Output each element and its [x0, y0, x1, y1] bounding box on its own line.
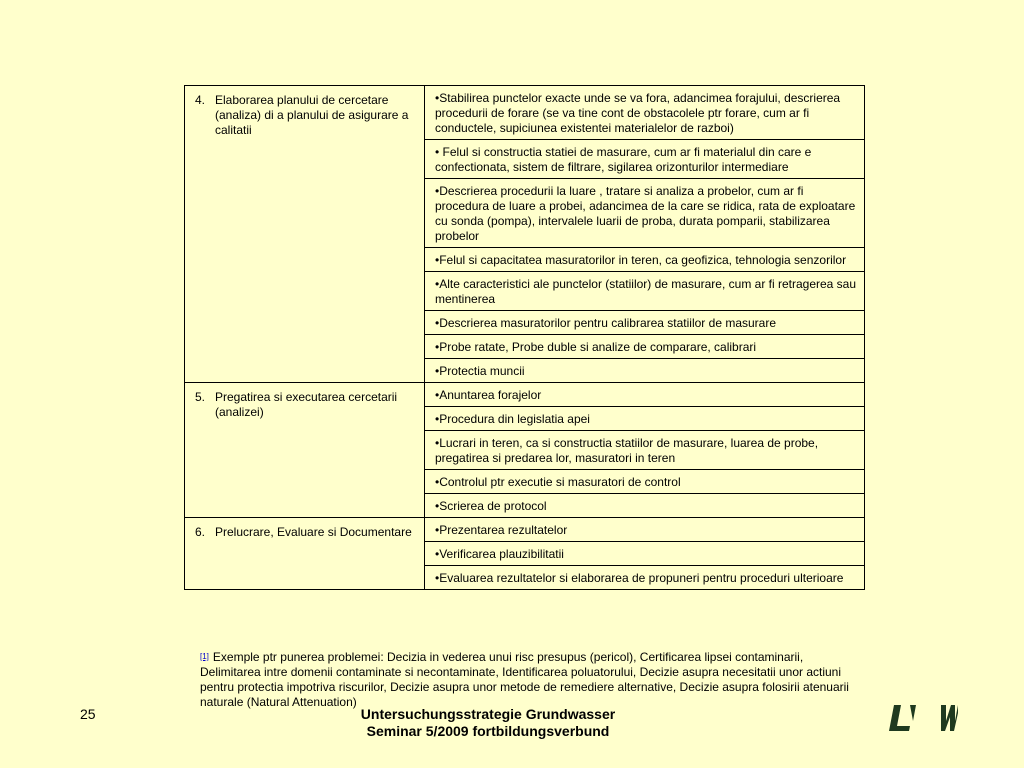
activity-item: •Probe ratate, Probe duble si analize de comparare, calibrari: [425, 335, 865, 359]
table-row: [185, 518, 865, 542]
step-title: Pregatirea si executarea cercetarii (analizei): [215, 390, 398, 419]
footnote: [200, 650, 865, 710]
activity-item: •Felul si capacitatea masuratorilor in teren, ca geofizica, tehnologia senzorilor: [425, 248, 865, 272]
activity-item: •Alte caracteristici ale punctelor (statiilor) de masurare, cum ar fi retragerea sau mentinerea: [425, 272, 865, 311]
activity-item: •Prezentarea rezultatelor: [425, 518, 865, 542]
activity-item: •Protectia muncii: [425, 359, 865, 383]
step-number: 6.: [195, 525, 206, 539]
step-title: Elaborarea planului de cercetare (analiza) di a planului de asigurare a calitatii: [215, 93, 409, 137]
activity-item: •Evaluarea rezultatelor si elaborarea de propuneri pentru proceduri ulterioare: [425, 566, 865, 590]
step-number: 5.: [195, 390, 206, 404]
step-cell: [185, 383, 425, 518]
step-number: 4.: [195, 93, 206, 107]
activity-item: •Descrierea masuratorilor pentru calibrarea statiilor de masurare: [425, 311, 865, 335]
slide-number: 25: [80, 706, 96, 722]
steps-table-body: [185, 86, 865, 590]
step-cell: [185, 518, 425, 590]
table-row: [185, 86, 865, 140]
step-cell: [185, 86, 425, 383]
step-heading: [195, 390, 416, 420]
table-row: [185, 383, 865, 407]
footnote-text: Exemple ptr punerea problemei: Decizia in vederea unui risc presupus (pericol), Certificarea lipsei contaminarii, Delimitarea intre domenii contaminate si necontaminate, Identificarea poluatorului, Decizie asupra necesitatii unor actiuni pentru protectia impotriva riscurilor, Decizie asupra unor metode de remediere alternative, Decizie asupra folosirii atenuarii naturale (Natural Attenuation): [200, 650, 849, 709]
footer-title-line-1: Untersuchungsstrategie Grundwasser: [360, 706, 616, 722]
step-heading: [195, 93, 416, 138]
footnote-mark[interactable]: [1]: [200, 652, 209, 661]
activity-item: •Verificarea plauzibilitatii: [425, 542, 865, 566]
step-heading: [195, 525, 416, 540]
steps-table: [184, 85, 865, 590]
footer-title-line-2: Seminar 5/2009 fortbildungsverbund: [366, 723, 610, 739]
activity-item: • Felul si constructia statiei de masurare, cum ar fi materialul din care e confectionata, sistem de filtrare, sigilarea orizonturilor intermediare: [425, 140, 865, 179]
activity-item: •Scrierea de protocol: [425, 494, 865, 518]
footer-title: [320, 706, 656, 740]
lubw-logo-icon: [888, 703, 958, 733]
activity-item: •Controlul ptr executie si masuratori de control: [425, 470, 865, 494]
step-title: Prelucrare, Evaluare si Documentare: [215, 525, 412, 539]
activity-item: •Anuntarea forajelor: [425, 383, 865, 407]
activity-item: •Stabilirea punctelor exacte unde se va fora, adancimea forajului, descrierea procedurii de forare (se va tine cont de obstacolele ptr forare, cum ar fi conductele, supiciunea existentei materialelor de razboi): [425, 86, 865, 140]
activity-item: •Procedura din legislatia apei: [425, 407, 865, 431]
activity-item: •Descrierea procedurii la luare , tratare si analiza a probelor, cum ar fi procedura de luare a probei, adancimea de la care se ridica, rata de exploatare cu sonda (pompa), intervalele luarii de proba, durata pomparii, stabilizarea probelor: [425, 179, 865, 248]
activity-item: •Lucrari in teren, ca si constructia statiilor de masurare, luarea de probe, pregatirea si predarea lor, masuratori in teren: [425, 431, 865, 470]
